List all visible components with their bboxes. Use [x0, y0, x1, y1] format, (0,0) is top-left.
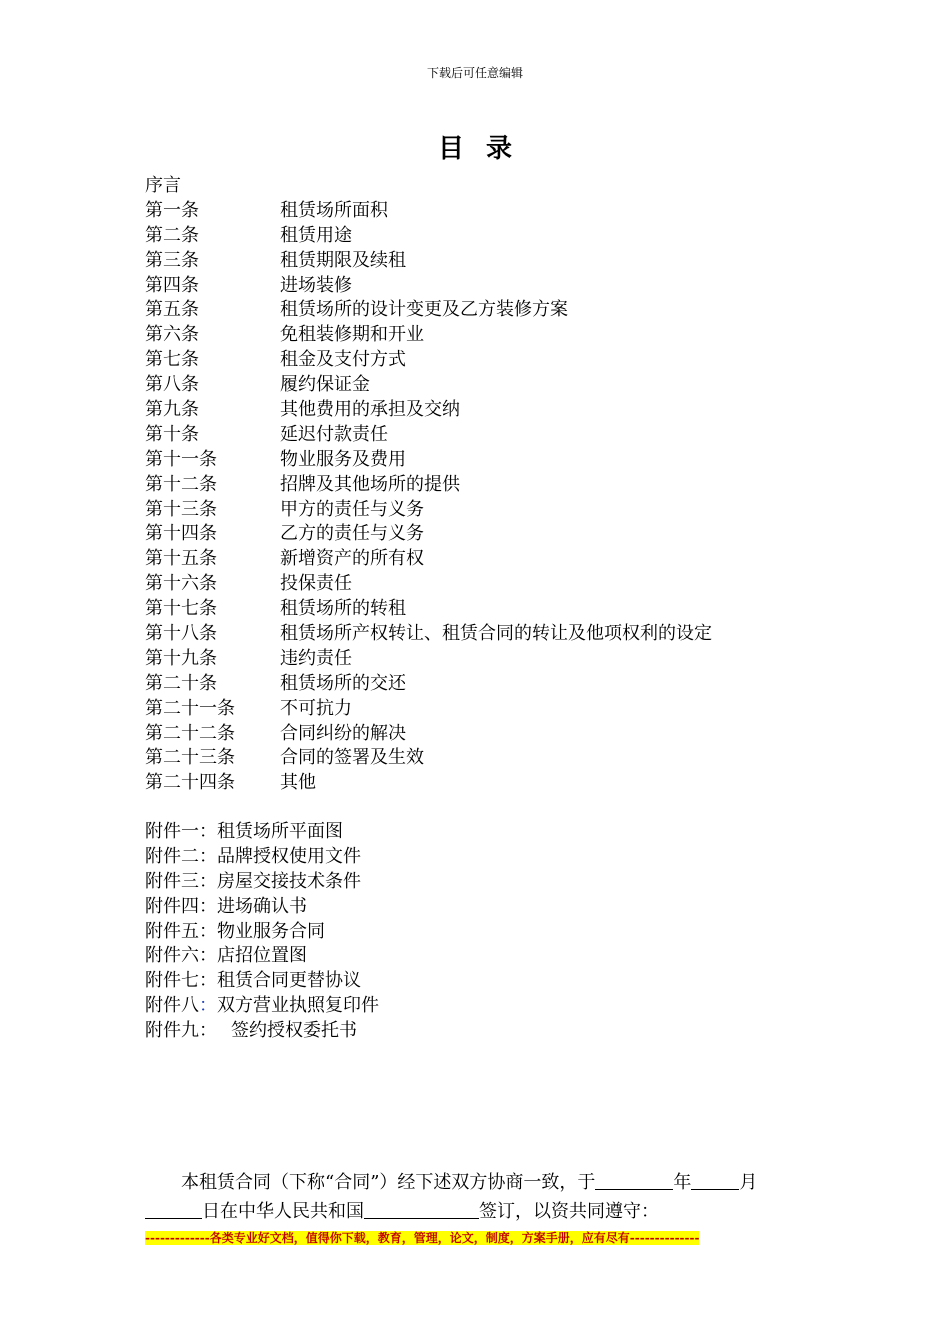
attachment-title: 物业服务合同 [217, 920, 325, 942]
blank-place[interactable] [364, 1200, 479, 1219]
toc-item-title: 租金及支付方式 [280, 349, 406, 371]
attachment-item [145, 994, 845, 1019]
attachment-separator: ： [199, 920, 217, 942]
toc-list [145, 174, 845, 796]
toc-item-title: 其他 [280, 772, 316, 794]
toc-item [145, 373, 845, 398]
toc-item-title: 租赁场所的转租 [280, 598, 406, 620]
paragraph-month-label: 月 [739, 1172, 758, 1193]
toc-item-title: 乙方的责任与义务 [280, 523, 424, 545]
toc-item [145, 448, 845, 473]
toc-item-number: 第十八条 [145, 623, 217, 645]
toc-item-title: 招牌及其他场所的提供 [280, 473, 460, 495]
toc-item [145, 249, 845, 274]
toc-item-number: 第一条 [145, 199, 199, 221]
attachment-item [145, 969, 845, 994]
attachment-item [145, 820, 845, 845]
paragraph-line-2 [145, 1197, 810, 1226]
toc-item [145, 647, 845, 672]
toc-item [145, 547, 845, 572]
toc-item [145, 274, 845, 299]
toc-item [145, 498, 845, 523]
attachment-separator: ： [199, 970, 217, 992]
toc-item [145, 224, 845, 249]
paragraph-year-label: 年 [673, 1172, 692, 1193]
toc-item-title: 租赁用途 [280, 224, 352, 246]
toc-item-number: 第十条 [145, 423, 199, 445]
toc-item-number: 第十七条 [145, 598, 217, 620]
toc-item [145, 697, 845, 722]
attachment-item [145, 1019, 845, 1044]
toc-item-number: 第十三条 [145, 498, 217, 520]
attachment-separator: ： [199, 845, 217, 867]
attachment-separator: ： [199, 870, 217, 892]
toc-item [145, 722, 845, 747]
toc-item-number: 第三条 [145, 249, 199, 271]
toc-item-title: 免租装修期和开业 [280, 324, 424, 346]
toc-item-number: 第二十三条 [145, 747, 235, 769]
toc-item [145, 398, 845, 423]
attachment-label: 附件二 [145, 845, 199, 867]
header-note: 下载后可任意编辑 [426, 66, 523, 80]
toc-item-title: 租赁场所的设计变更及乙方装修方案 [280, 299, 568, 321]
toc-item [145, 746, 845, 771]
toc-item [145, 473, 845, 498]
toc-item-number: 第二条 [145, 224, 199, 246]
paragraph-line-1 [145, 1168, 810, 1197]
attachment-separator: ： [199, 995, 217, 1017]
toc-item-number: 第二十四条 [145, 772, 235, 794]
toc-item [145, 199, 845, 224]
contract-intro-paragraph [145, 1168, 810, 1226]
toc-item [145, 672, 845, 697]
attachment-title: 进场确认书 [217, 895, 307, 917]
toc-item-number: 第十四条 [145, 523, 217, 545]
attachment-separator: ： [199, 895, 217, 917]
blank-month[interactable] [691, 1171, 739, 1190]
attachment-separator: ： [199, 945, 217, 967]
attachment-label: 附件六 [145, 945, 199, 967]
toc-item-number: 第十五条 [145, 548, 217, 570]
attachment-label: 附件八 [145, 995, 199, 1017]
toc-item-number: 第二十二条 [145, 722, 235, 744]
toc-item-number: 第二十一条 [145, 697, 235, 719]
blank-year[interactable] [595, 1171, 673, 1190]
toc-item-title: 投保责任 [280, 573, 352, 595]
blank-day[interactable] [145, 1200, 202, 1219]
toc-item-title: 违约责任 [280, 647, 352, 669]
toc-item-title: 租赁场所产权转让、租赁合同的转让及他项权利的设定 [280, 623, 712, 645]
attachment-label: 附件三 [145, 870, 199, 892]
toc-item [145, 298, 845, 323]
attachment-label: 附件一 [145, 821, 199, 842]
toc-item-number: 第五条 [145, 299, 199, 321]
paragraph-text-part2: 日在中华人民共和国 [202, 1201, 364, 1222]
toc-item-title: 进场装修 [280, 274, 352, 296]
toc-preface-label: 序言 [145, 175, 181, 196]
toc-item [145, 572, 845, 597]
attachment-title: 租赁场所平面图 [217, 821, 343, 842]
paragraph-text-part3: 签订，以资共同遵守： [479, 1201, 659, 1222]
toc-item [145, 771, 845, 796]
toc-item-title: 租赁期限及续租 [280, 249, 406, 271]
attachment-title: 租赁合同更替协议 [217, 970, 361, 992]
toc-item-title: 物业服务及费用 [280, 448, 406, 470]
attachment-label: 附件七 [145, 970, 199, 992]
toc-item-number: 第四条 [145, 274, 199, 296]
attachment-title: 品牌授权使用文件 [217, 845, 361, 867]
toc-item-number: 第八条 [145, 374, 199, 396]
footer-banner-text: -------------各类专业好文档，值得你下载，教育，管理，论文，制度，方案手册，应有尽有-------------- [145, 1231, 700, 1245]
attachment-separator: ： [199, 1020, 217, 1042]
toc-item-title: 甲方的责任与义务 [280, 498, 424, 520]
attachment-title: 房屋交接技术条件 [217, 870, 361, 892]
footer-banner [145, 1230, 805, 1246]
toc-item-number: 第十六条 [145, 573, 217, 595]
attachment-title: 双方营业执照复印件 [217, 995, 379, 1017]
toc-item-title: 合同的签署及生效 [280, 747, 424, 769]
toc-item-number: 第七条 [145, 349, 199, 371]
attachment-item [145, 870, 845, 895]
attachment-item [145, 944, 845, 969]
toc-item-number: 第九条 [145, 399, 199, 421]
toc-item [145, 423, 845, 448]
toc-item-number: 第二十条 [145, 672, 217, 694]
toc-item [145, 597, 845, 622]
toc-item [145, 348, 845, 373]
attachment-title: 店招位置图 [217, 945, 307, 967]
attachment-label: 附件九 [145, 1020, 199, 1042]
attachment-title: 签约授权委托书 [231, 1020, 357, 1042]
toc-item-title: 新增资产的所有权 [280, 548, 424, 570]
attachment-item [145, 895, 845, 920]
toc-item [145, 323, 845, 348]
toc-item-title: 不可抗力 [280, 697, 352, 719]
toc-preface [145, 174, 845, 199]
toc-title: 目录 [437, 134, 534, 164]
attachment-item [145, 920, 845, 945]
toc-item [145, 622, 845, 647]
toc-item-title: 租赁场所的交还 [280, 672, 406, 694]
attachment-label: 附件四 [145, 895, 199, 917]
attachment-label: 附件五 [145, 920, 199, 942]
toc-item-title: 租赁场所面积 [280, 199, 388, 221]
toc-item-title: 履约保证金 [280, 374, 370, 396]
toc-item-number: 第六条 [145, 324, 199, 346]
toc-item-number: 第十二条 [145, 473, 217, 495]
toc-item [145, 522, 845, 547]
toc-item-title: 合同纠纷的解决 [280, 722, 406, 744]
toc-item-title: 延迟付款责任 [280, 423, 388, 445]
toc-item-title: 其他费用的承担及交纳 [280, 399, 460, 421]
attachment-separator: ： [199, 821, 217, 842]
attachment-list [145, 820, 845, 1044]
toc-item-number: 第十一条 [145, 448, 217, 470]
attachment-item [145, 845, 845, 870]
toc-item-number: 第十九条 [145, 647, 217, 669]
paragraph-text-part1: 本租赁合同（下称“合同”）经下述双方协商一致，于 [181, 1172, 596, 1193]
